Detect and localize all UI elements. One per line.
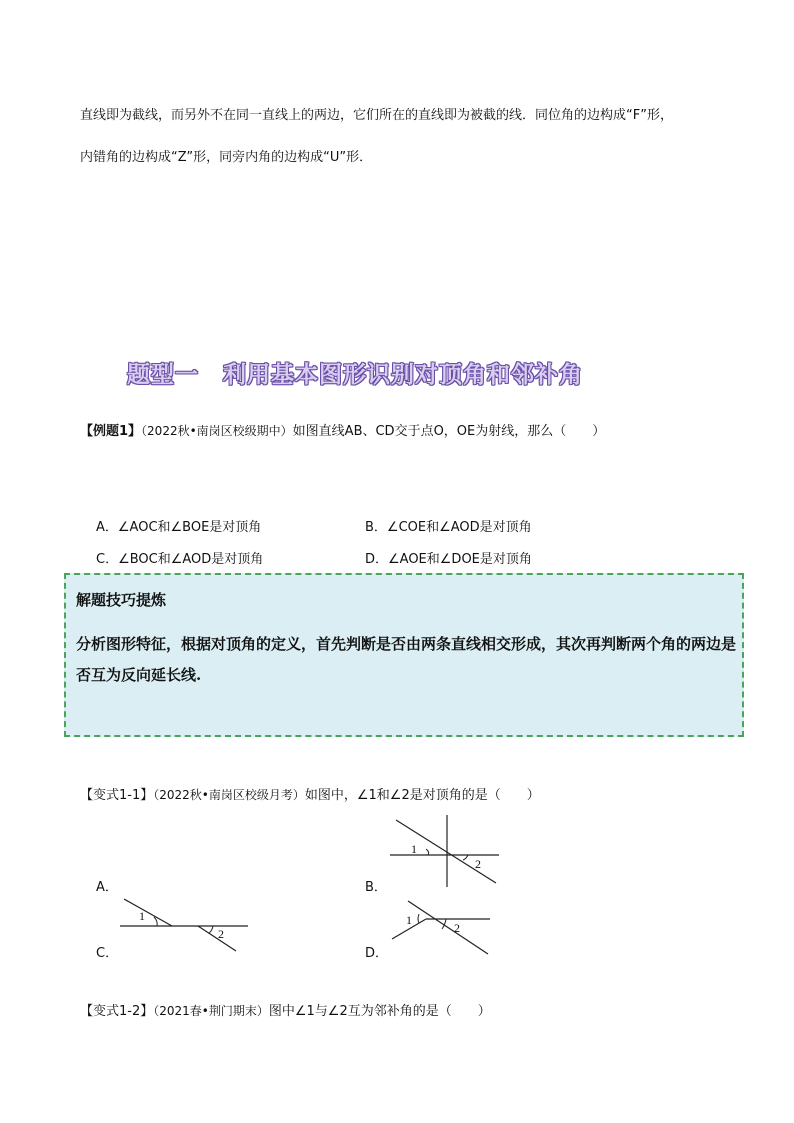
intro-line-2: 内错角的边构成“Z”形，同旁内角的边构成“U”形． [80, 150, 373, 165]
variant-1-1-stem [80, 784, 540, 803]
figure-d-angle-2-label: 2 [454, 921, 460, 935]
figure-c [118, 895, 253, 957]
figure-c-angle-2-label: 2 [218, 927, 224, 941]
example-1-option-a[interactable]: A．∠AOC和∠BOE是对顶角 [96, 520, 262, 535]
figure-b-angle-1-label: 1 [411, 842, 417, 856]
variant-1-1-tag: 【变式1-1】 [80, 788, 154, 803]
variant-1-1-option-c[interactable]: C． [96, 946, 119, 961]
figure-d-angle-1-arc [418, 914, 419, 923]
variant-1-1-option-a[interactable]: A． [96, 880, 118, 895]
intro-line-1: 直线即为截线，而另外不在同一直线上的两边，它们所在的直线即为被截的线．同位角的边构成“F”形， [80, 108, 673, 123]
figure-d-angle-1-label: 1 [406, 913, 412, 927]
variant-1-1-source: （2022秋•南岗区校级月考） [153, 788, 305, 802]
variant-1-2-stem [80, 1000, 491, 1019]
figure-b-angle-1-arc [426, 849, 429, 855]
figure-c-angle-1-label: 1 [139, 909, 145, 923]
figure-b-angle-2-label: 2 [475, 857, 481, 871]
figure-d [388, 898, 493, 956]
variant-1-2-source: （2021春•荆门期末） [153, 1004, 269, 1018]
figure-c-angle-2-arc [209, 926, 213, 933]
variant-1-1-question: 如图中，∠1和∠2是对顶角的是（ ） [304, 788, 540, 803]
example-1-option-b[interactable]: B．∠COE和∠AOD是对顶角 [365, 520, 532, 535]
figure-c-right-slanted-line [198, 926, 236, 951]
figure-d-long-slanted-line [408, 901, 488, 954]
example-1-question: 如图直线AB、CD交于点O，OE为射线，那么（ ） [292, 424, 606, 439]
tips-title: 解题技巧提炼 [76, 591, 167, 609]
example-1-option-c[interactable]: C．∠BOC和∠AOD是对顶角 [96, 552, 264, 567]
figure-b-angle-2-arc [463, 855, 468, 860]
variant-1-1-option-d[interactable]: D． [365, 946, 389, 961]
figure-c-angle-1-arc [154, 917, 157, 926]
section-title: 题型一 利用基本图形识别对顶角和邻补角 [127, 361, 583, 388]
variant-1-2-tag: 【变式1-2】 [80, 1004, 154, 1019]
variant-1-2-question: 图中∠1与∠2互为邻补角的是（ ） [268, 1004, 491, 1019]
figure-c-left-slanted-line [124, 899, 172, 926]
example-1-stem [80, 420, 605, 439]
figure-b [388, 815, 503, 890]
example-1-option-d[interactable]: D．∠AOE和∠DOE是对顶角 [365, 552, 532, 567]
tips-body: 分析图形特征，根据对顶角的定义，首先判断是否由两条直线相交形成，其次再判断两个角的两边是否互为反向延长线. [76, 635, 737, 684]
example-1-source: （2022秋•南岗区校级期中） [141, 424, 293, 438]
variant-1-1-option-b[interactable]: B． [365, 880, 387, 895]
example-1-tag: 【例题1】 [80, 424, 142, 439]
tips-box [64, 573, 744, 737]
